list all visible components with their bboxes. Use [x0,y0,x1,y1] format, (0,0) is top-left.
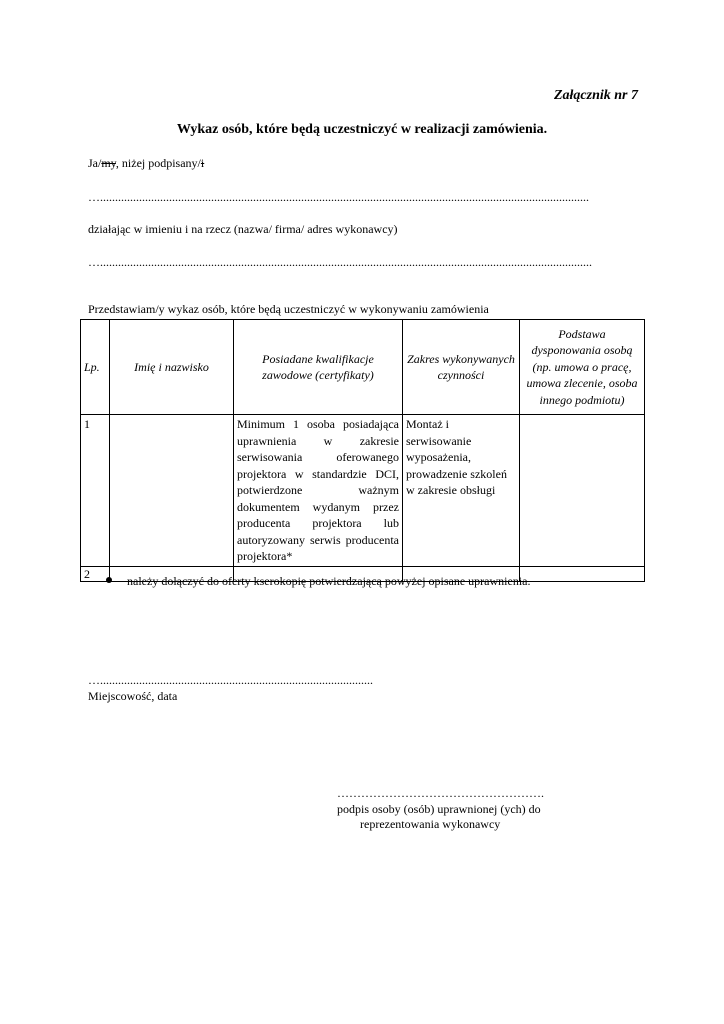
cell-basis[interactable] [520,415,645,567]
declarant-struck-my: my [101,156,116,170]
declarant-struck-i: i [200,156,205,170]
table-row [81,415,645,567]
cell-name[interactable] [110,415,234,567]
persons-table [80,319,645,582]
cell-lp: 1 [81,415,110,567]
header-name: Imię i nazwisko [110,320,234,415]
signature-block [337,786,544,832]
declarant-prefix: Ja/ [88,156,102,170]
acting-on-behalf-label: działając w imieniu i na rzecz (nazwa/ firma/ adres wykonawcy) [88,222,398,236]
signature-label-line-1: podpis osoby (osób) uprawnionej (ych) do [337,802,541,816]
table-header-row [81,320,645,415]
signature-fill-line: ……………………………………………. [337,786,544,800]
attachment-note-text: należy dołączyć do oferty kserokopię potwierdzającą powyżej opisane uprawnienia. [127,574,531,588]
declarant-middle: , niżej podpisany/ [115,156,201,170]
signature-label-line-2: reprezentowania wykonawcy [360,817,501,831]
present-list-label: Przedstawiam/y wykaz osób, które będą uczestniczyć w wykonywaniu zamówienia [88,302,489,316]
cell-lp: 2 [81,566,110,581]
contractor-fill-line: ….................................................................................................................................................................... [88,255,592,269]
cell-qualifications: Minimum 1 osoba posiadająca uprawnienia w zakresie serwisowania oferowanego projektora w standardzie DCI, potwierdzone ważnym dokumentem wydanym przez producenta projektora lub autoryzowany serwis producenta projektora* [234,415,403,567]
declarant-line [88,156,204,171]
header-qualifications: Posiadane kwalifikacje zawodowe (certyfikaty) [234,320,403,415]
place-date-label: Miejscowość, data [88,689,178,703]
header-lp: Lp. [81,320,110,415]
place-date-fill-line: …........................................................................................... [88,673,373,687]
cell-scope: Montaż i serwisowanie wyposażenia, prowadzenie szkoleń w zakresie obsługi [403,415,520,567]
header-scope: Zakres wykonywanych czynności [403,320,520,415]
name-fill-line: …................................................................................................................................................................... [88,190,589,204]
header-basis: Podstawa dysponowania osobą (np. umowa o pracę, umowa zlecenie, osoba innego podmiotu) [520,320,645,415]
cell-basis[interactable] [520,566,645,581]
document-title: Wykaz osób, które będą uczestniczyć w realizacji zamówienia. [176,122,548,137]
bullet-icon [106,577,112,583]
attachment-note [106,574,531,589]
annex-title: Załącznik nr 7 [553,88,638,103]
